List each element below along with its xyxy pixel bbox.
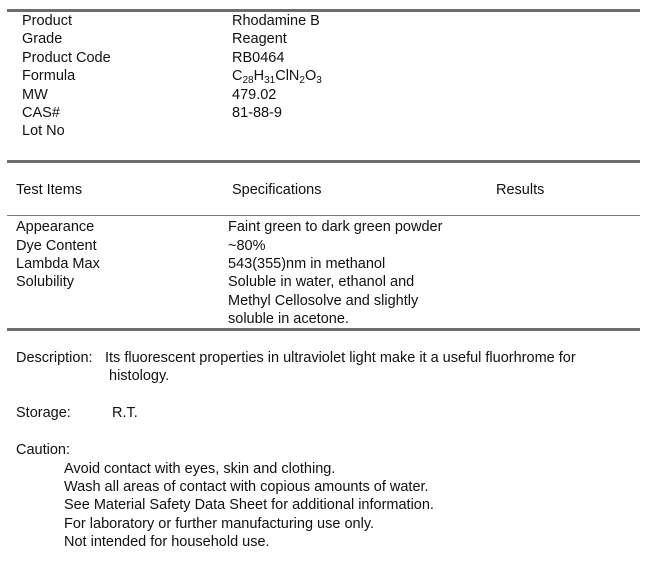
row-dye-content-item: Dye Content — [16, 238, 97, 254]
caution-line: Wash all areas of contact with copious amounts of water. — [64, 479, 429, 495]
formula-count-c: 28 — [242, 75, 254, 86]
formula-count-h: 31 — [264, 75, 276, 86]
table-top-rule — [7, 160, 640, 163]
row-solubility-spec-line1: Soluble in water, ethanol and — [228, 274, 415, 290]
row-solubility-spec-line3: soluble in acetone. — [228, 311, 349, 327]
header-test-items: Test Items — [16, 182, 83, 198]
row-lambda-max-item: Lambda Max — [16, 256, 100, 272]
product-value: Rhodamine B — [232, 13, 320, 29]
row-lambda-max-spec: 543(355)nm in methanol — [228, 256, 386, 272]
table-bottom-rule — [7, 328, 640, 331]
description-text-line2: histology. — [109, 368, 170, 384]
description-text-line1: Its fluorescent properties in ultraviolet light make it a useful fluorhrome for — [105, 350, 576, 366]
lot-label: Lot No — [22, 123, 65, 139]
caution-label: Caution: — [16, 442, 71, 458]
cas-label: CAS# — [22, 105, 60, 121]
caution-line: For laboratory or further manufacturing use only. — [64, 516, 375, 532]
header-results: Results — [496, 182, 545, 198]
formula-value — [232, 67, 322, 85]
formula-element-o: O — [304, 68, 317, 84]
formula-label: Formula — [22, 68, 76, 84]
row-appearance-spec: Faint green to dark green powder — [228, 219, 443, 235]
product-code-label: Product Code — [22, 50, 111, 66]
row-dye-content-spec: ~80% — [228, 238, 266, 254]
header-specifications: Specifications — [232, 182, 322, 198]
storage-value: R.T. — [112, 405, 138, 421]
header-divider — [7, 215, 640, 216]
grade-value: Reagent — [232, 31, 287, 47]
formula-element-h: H — [253, 68, 265, 84]
caution-line: See Material Safety Data Sheet for additional information. — [64, 497, 434, 513]
formula-element-cln: ClN — [275, 68, 300, 84]
mw-label: MW — [22, 87, 48, 103]
top-rule — [7, 9, 640, 12]
mw-value: 479.02 — [232, 87, 277, 103]
formula-element-c: C — [232, 68, 243, 84]
caution-line: Avoid contact with eyes, skin and clothing. — [64, 461, 336, 477]
product-code-value: RB0464 — [232, 50, 285, 66]
cas-value: 81-88-9 — [232, 105, 282, 121]
storage-label: Storage: — [16, 405, 71, 421]
formula-count-o: 3 — [316, 75, 322, 86]
row-solubility-spec-line2: Methyl Cellosolve and slightly — [228, 293, 419, 309]
grade-label: Grade — [22, 31, 63, 47]
description-label: Description: — [16, 350, 93, 366]
product-label: Product — [22, 13, 72, 29]
row-appearance-item: Appearance — [16, 219, 95, 235]
formula-count-n: 2 — [299, 75, 305, 86]
caution-line: Not intended for household use. — [64, 534, 270, 550]
row-solubility-item: Solubility — [16, 274, 75, 290]
